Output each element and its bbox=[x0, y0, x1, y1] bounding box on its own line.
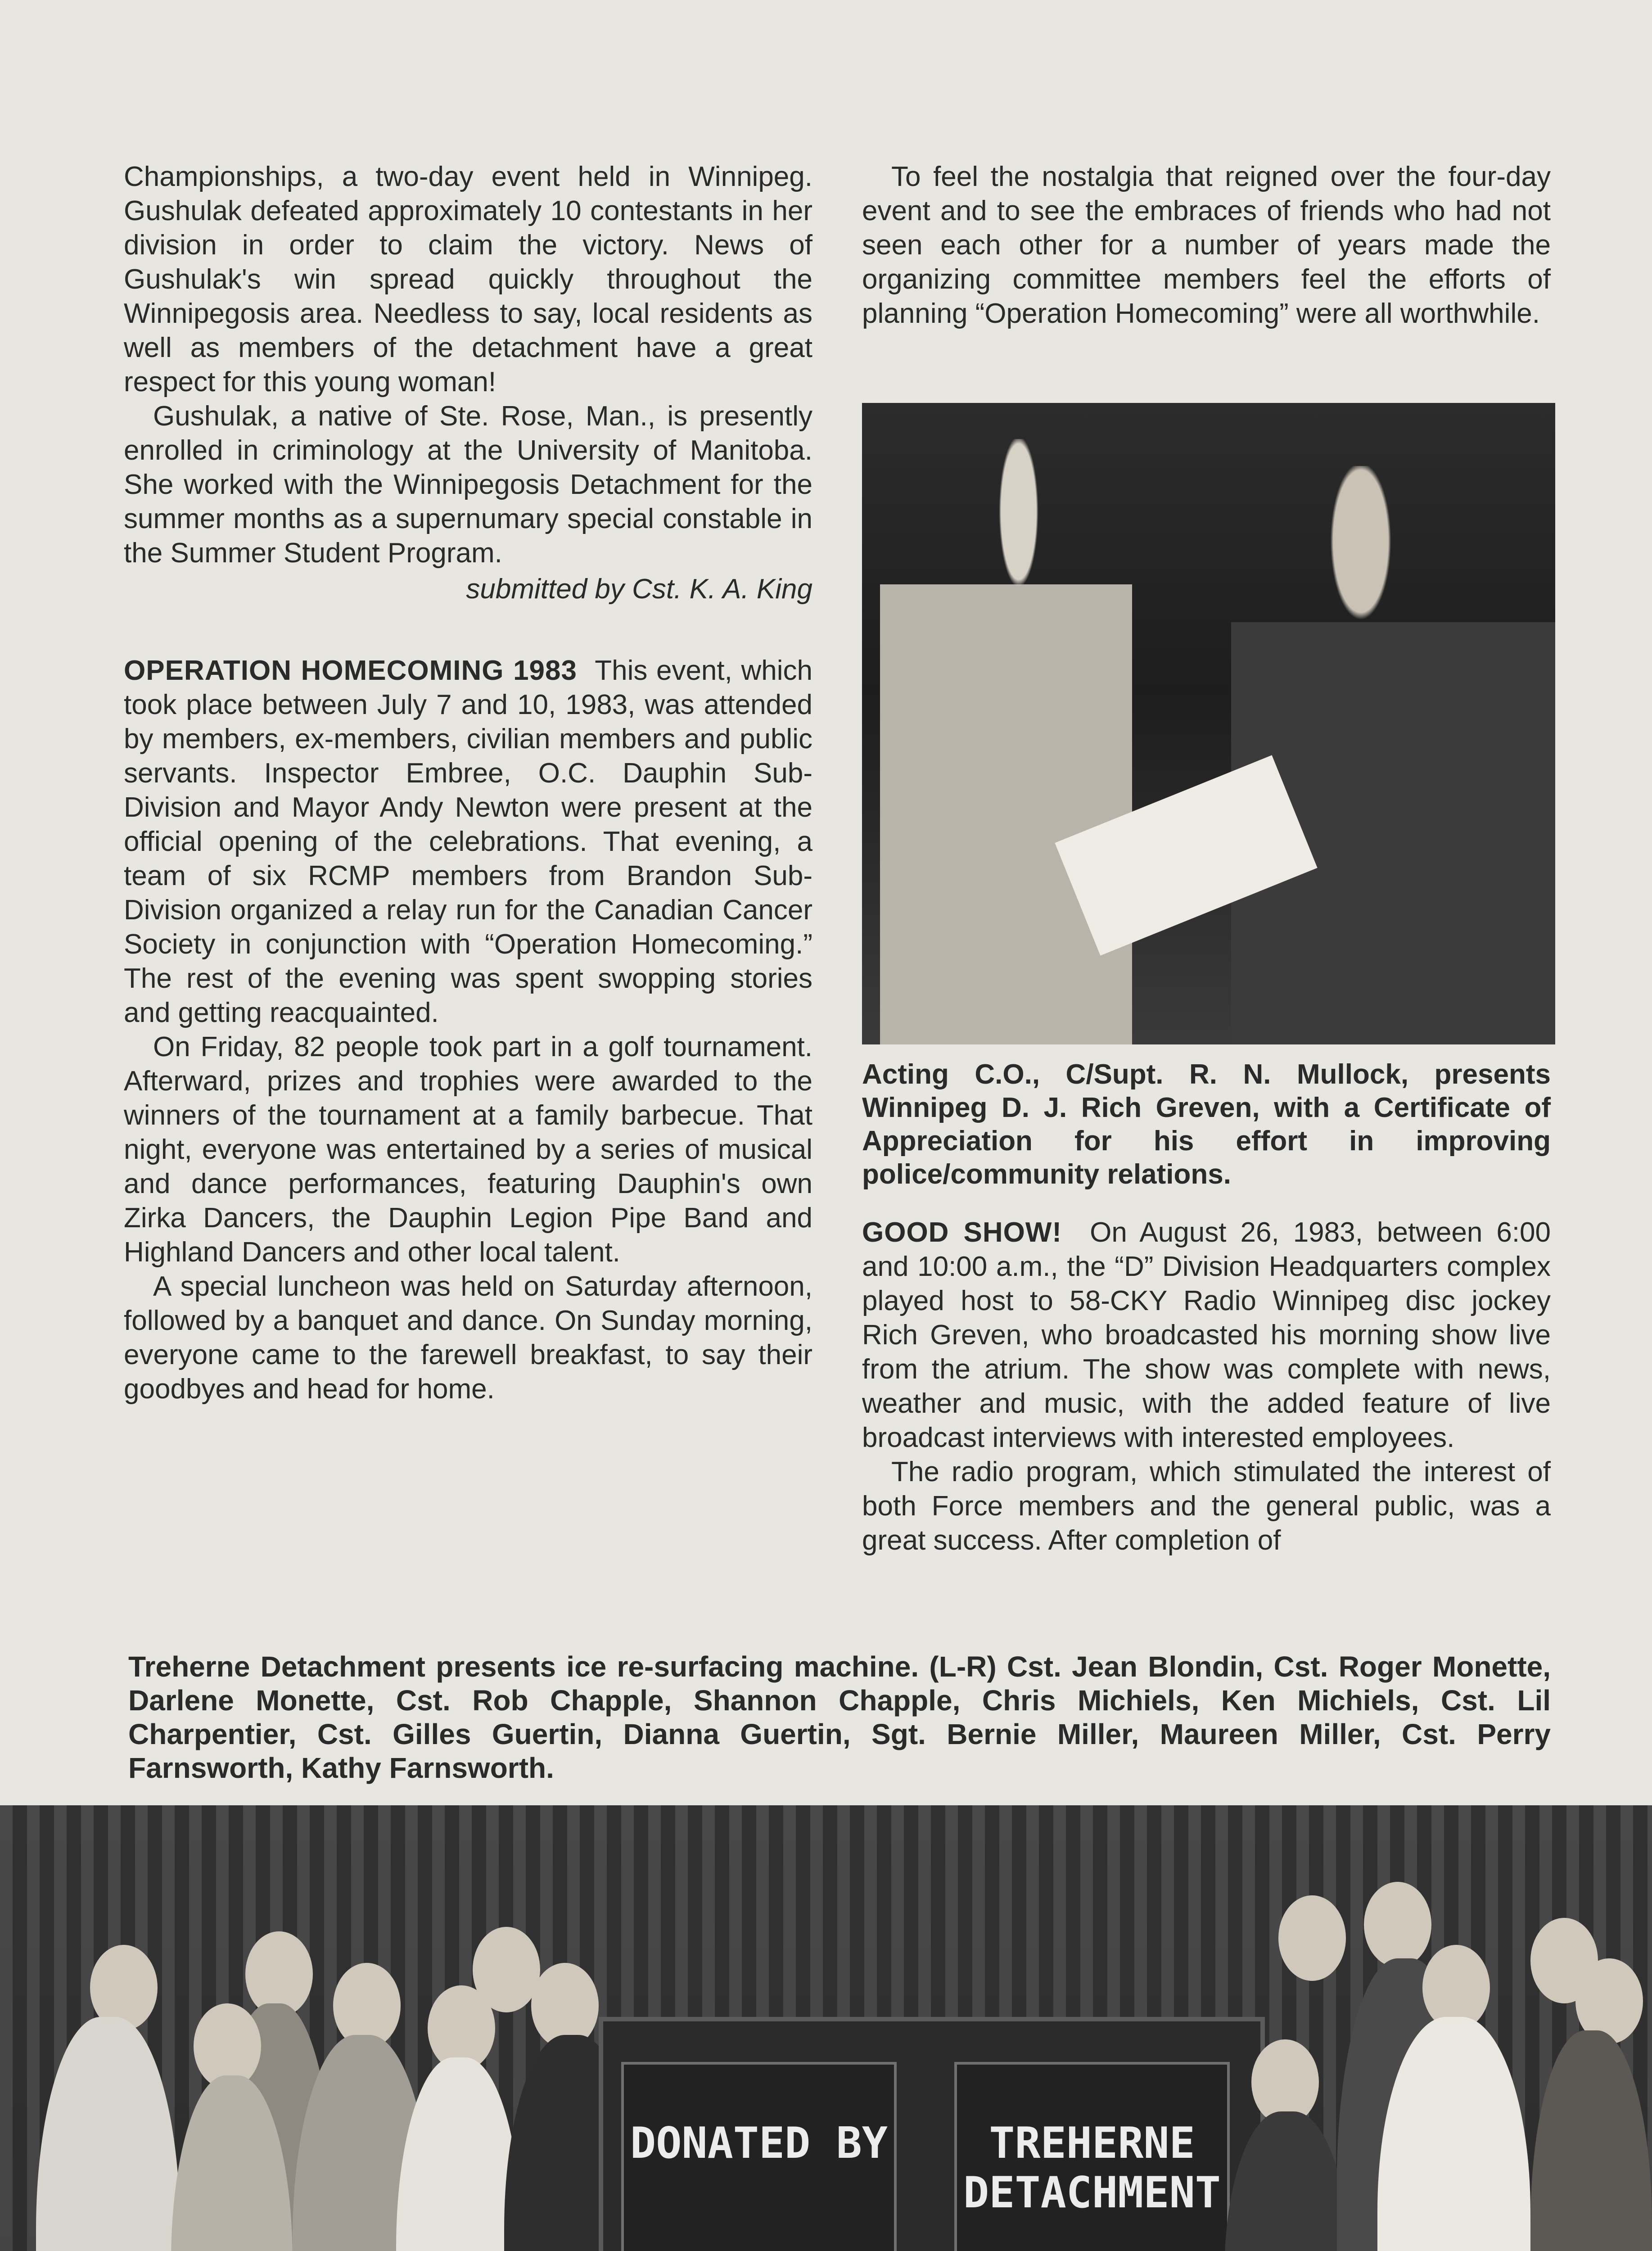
signature: submitted by Cst. K. A. King bbox=[466, 574, 812, 605]
machine-panel-right bbox=[954, 2062, 1230, 2251]
right-column bbox=[862, 160, 1551, 331]
paragraph: Gushulak, a native of Ste. Rose, Man., is presently enrolled in criminology at the University of Manitoba. She worked with the Winnipegosis Detachment for the summer months as a supernumary special constable in the Summer Student Program. bbox=[124, 401, 812, 569]
machine-panel-left bbox=[621, 2062, 897, 2251]
ice-resurfacing-machine bbox=[599, 2017, 1265, 2251]
paragraph: The radio program, which stimulated the interest of both Force members and the general public, was a great success. After completion of bbox=[862, 1456, 1551, 1556]
photo-figure bbox=[1231, 466, 1555, 1044]
photo-certificate-presentation bbox=[862, 403, 1555, 1044]
photo-figure bbox=[880, 439, 1132, 1044]
section-heading: GOOD SHOW! bbox=[862, 1217, 1062, 1248]
photo-caption-treherne: Treherne Detachment presents ice re-surfacing machine. (L-R) Cst. Jean Blondin, Cst. Roger Monette, Darlene Monette, Cst. Rob Chapple, Shannon Chapple, Chris Michiels, Ken Michiels, Cst. Lil Charpentier, Cst. Gilles Guertin, Dianna Guertin, Sgt. Bernie Miller, Maureen Miller, Cst. Perry Farnsworth, Kathy Farnsworth. bbox=[128, 1650, 1551, 1784]
paragraph: To feel the nostalgia that reigned over the four-day event and to see the embraces of friends who had not seen each other for a number of years made the organizing committee members feel the efforts of planning “Operation Homecoming” were all worthwhile. bbox=[862, 161, 1551, 329]
person-head bbox=[1364, 1882, 1431, 1967]
person-head bbox=[1278, 1895, 1346, 1981]
paragraph: On Friday, 82 people took part in a golf tournament. Afterward, prizes and trophies were awarded to the winners of the tournament at a family barbecue. That night, everyone was entertained by a series of musical and dance performances, featuring Dauphin's own Zirka Dancers, the Dauphin Legion Pipe Band and Highland Dancers and other local talent. bbox=[124, 1031, 812, 1268]
left-column bbox=[124, 160, 812, 1406]
photo-treherne-detachment bbox=[0, 1805, 1652, 2251]
person-head bbox=[473, 1927, 540, 2012]
paragraph: Championships, a two-day event held in Winnipeg. Gushulak defeated approximately 10 contestants in her division in order to claim the victory. News of Gushulak's win spread quickly throughout the Winnipegosis area. Needless to say, local residents as well as members of the detachment have a great respect for this young woman! bbox=[124, 161, 812, 398]
paragraph: A special luncheon was held on Saturday afternoon, followed by a banquet and dance. On Sunday morning, everyone came to the farewell breakfast, to say their goodbyes and head for home. bbox=[124, 1271, 812, 1405]
panel-text: TREHERNE DETACHMENT bbox=[963, 2119, 1221, 2218]
paragraph-good-show bbox=[862, 1216, 1551, 1455]
paragraph-text: On August 26, 1983, between 6:00 and 10:00 a.m., the “D” Division Headquarters complex played host to 58-CKY Radio Winnipeg disc jockey Rich Greven, who broadcasted his morning show live from the atrium. The show was complete with news, weather and music, with the added feature of live broadcast interviews with interested employees. bbox=[862, 1217, 1551, 1453]
section-heading: OPERATION HOMECOMING 1983 bbox=[124, 655, 577, 686]
panel-text: DONATED BY bbox=[630, 2119, 888, 2168]
paragraph-homecoming bbox=[124, 654, 812, 1030]
paragraph-text: This event, which took place between July 7 and 10, 1983, was attended by members, ex-members, civilian members and public servants. Inspector Embree, O.C. Dauphin Sub-Division and Mayor Andy Newton were present at the official opening of the celebrations. That evening, a team of six RCMP members from Brandon Sub-Division organized a relay run for the Canadian Cancer Society in conjunction with “Operation Homecoming.” The rest of the evening was spent swopping stories and getting reacquainted. bbox=[124, 655, 812, 1028]
right-column-lower bbox=[862, 1216, 1551, 1558]
photo-caption: Acting C.O., C/Supt. R. N. Mullock, presents Winnipeg D. J. Rich Greven, with a Certificate of Appreciation for his effort in improving police/community relations. bbox=[862, 1059, 1551, 1190]
